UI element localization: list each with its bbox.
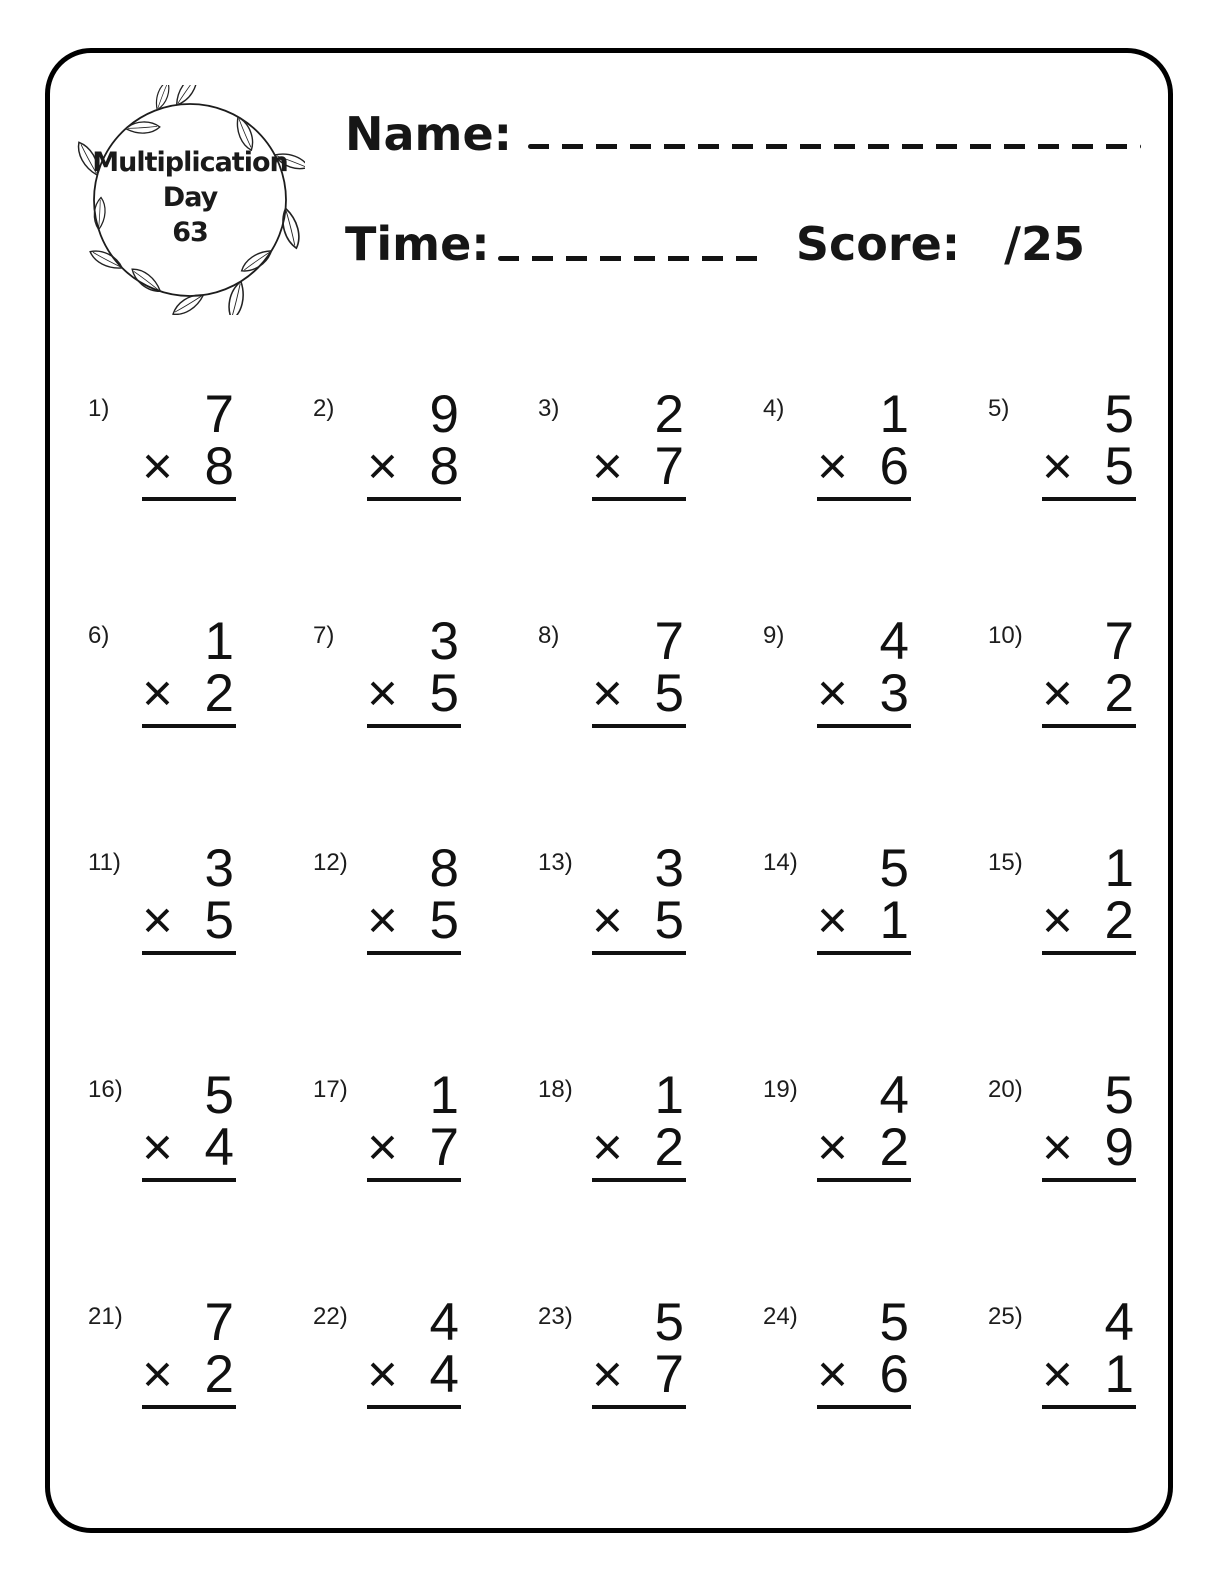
problem-number: 10) — [988, 622, 1023, 649]
problem-cell — [88, 1066, 313, 1296]
multiply-icon: × — [367, 437, 398, 496]
multiplier-row — [592, 1118, 686, 1182]
problem-cell — [313, 839, 538, 1069]
problem-cell — [88, 612, 313, 842]
problem-cell — [313, 612, 538, 842]
multiplicand: 4 — [1104, 1293, 1134, 1352]
multiplier: 7 — [654, 1345, 684, 1404]
multiplier: 2 — [654, 1118, 684, 1177]
multiplicand: 4 — [879, 1066, 909, 1125]
problem-stack — [142, 385, 236, 543]
multiply-icon: × — [367, 1345, 398, 1404]
answer-space[interactable] — [142, 728, 236, 770]
problem-cell — [763, 1066, 988, 1296]
problem-stack — [1042, 612, 1136, 770]
problem-number: 21) — [88, 1303, 123, 1330]
problem-stack — [367, 839, 461, 997]
problem-number: 9) — [763, 622, 785, 649]
multiply-icon: × — [817, 891, 848, 950]
problem-cell — [538, 612, 763, 842]
multiply-icon: × — [592, 437, 623, 496]
problem-number: 13) — [538, 849, 573, 876]
multiply-icon: × — [142, 1345, 173, 1404]
multiplier-row — [817, 437, 911, 501]
multiplier: 6 — [879, 1345, 909, 1404]
problem-stack — [1042, 839, 1136, 997]
multiplier-row — [142, 1118, 236, 1182]
problem-cell — [88, 385, 313, 615]
multiplier: 3 — [879, 664, 909, 723]
multiplicand: 5 — [1104, 385, 1134, 444]
multiply-icon: × — [592, 664, 623, 723]
answer-space[interactable] — [367, 1182, 461, 1224]
problem-number: 17) — [313, 1076, 348, 1103]
multiply-icon: × — [1042, 437, 1073, 496]
multiplier-row — [1042, 1345, 1136, 1409]
multiplier-row — [142, 437, 236, 501]
multiplicand: 7 — [654, 612, 684, 671]
problem-number: 8) — [538, 622, 560, 649]
multiplier: 5 — [654, 664, 684, 723]
multiplier-row — [1042, 664, 1136, 728]
multiplicand: 5 — [879, 839, 909, 898]
multiply-icon: × — [142, 1118, 173, 1177]
multiply-icon: × — [592, 1345, 623, 1404]
logo-day-number: 63 — [172, 217, 208, 248]
multiply-icon: × — [1042, 1345, 1073, 1404]
multiply-icon: × — [817, 1118, 848, 1177]
problem-number: 18) — [538, 1076, 573, 1103]
multiplier-row — [1042, 1118, 1136, 1182]
multiplier: 6 — [879, 437, 909, 496]
problem-cell — [988, 612, 1138, 842]
problem-number: 25) — [988, 1303, 1023, 1330]
multiplicand: 7 — [204, 385, 234, 444]
problem-cell — [538, 385, 763, 615]
problem-number: 16) — [88, 1076, 123, 1103]
multiplier: 8 — [429, 437, 459, 496]
multiplicand: 3 — [204, 839, 234, 898]
time-label: Time: — [345, 217, 490, 271]
multiply-icon: × — [367, 1118, 398, 1177]
multiplier-row — [592, 891, 686, 955]
problem-cell — [313, 1066, 538, 1296]
multiply-icon: × — [817, 664, 848, 723]
problem-stack — [142, 612, 236, 770]
multiplier: 2 — [879, 1118, 909, 1177]
multiplicand: 1 — [879, 385, 909, 444]
wreath-logo — [75, 85, 305, 315]
problem-number: 22) — [313, 1303, 348, 1330]
problem-number: 5) — [988, 395, 1010, 422]
multiplier-row — [817, 1345, 911, 1409]
problem-cell — [88, 839, 313, 1069]
multiplier-row — [817, 891, 911, 955]
multiplier: 5 — [429, 664, 459, 723]
multiplicand: 4 — [429, 1293, 459, 1352]
multiplicand: 5 — [879, 1293, 909, 1352]
multiply-icon: × — [367, 891, 398, 950]
problem-number: 12) — [313, 849, 348, 876]
problem-cell — [988, 839, 1138, 1069]
problem-stack — [1042, 385, 1136, 543]
multiplier: 2 — [1104, 664, 1134, 723]
multiplier: 5 — [429, 891, 459, 950]
problem-stack — [592, 1066, 686, 1224]
multiplicand: 3 — [429, 612, 459, 671]
problem-cell — [988, 385, 1138, 615]
problem-number: 2) — [313, 395, 335, 422]
problem-stack — [142, 1066, 236, 1224]
multiplier: 9 — [1104, 1118, 1134, 1177]
answer-space[interactable] — [1042, 955, 1136, 997]
multiplier: 8 — [204, 437, 234, 496]
multiplier-row — [817, 1118, 911, 1182]
multiplicand: 9 — [429, 385, 459, 444]
problem-cell — [763, 612, 988, 842]
problem-stack — [592, 839, 686, 997]
answer-space[interactable] — [367, 501, 461, 543]
multiply-icon: × — [1042, 664, 1073, 723]
answer-space[interactable] — [592, 501, 686, 543]
multiplicand: 1 — [429, 1066, 459, 1125]
problem-stack — [1042, 1066, 1136, 1224]
problem-cell — [538, 1066, 763, 1296]
problem-stack — [367, 1066, 461, 1224]
multiplier-row — [1042, 437, 1136, 501]
problem-number: 14) — [763, 849, 798, 876]
problem-number: 1) — [88, 395, 110, 422]
multiplier: 1 — [1104, 1345, 1134, 1404]
multiplier: 1 — [879, 891, 909, 950]
problem-stack — [142, 1293, 236, 1451]
answer-space[interactable] — [1042, 501, 1136, 543]
multiplicand: 4 — [879, 612, 909, 671]
problem-stack — [817, 1293, 911, 1451]
multiply-icon: × — [817, 1345, 848, 1404]
time-blank-line[interactable] — [498, 256, 768, 261]
multiplicand: 1 — [654, 1066, 684, 1125]
problem-cell — [763, 839, 988, 1069]
multiplier-row — [142, 1345, 236, 1409]
answer-space[interactable] — [1042, 1182, 1136, 1224]
problem-stack — [592, 612, 686, 770]
problem-number: 23) — [538, 1303, 573, 1330]
multiplier: 7 — [654, 437, 684, 496]
multiply-icon: × — [1042, 891, 1073, 950]
problem-stack — [592, 1293, 686, 1451]
problem-cell — [538, 1293, 763, 1523]
time-score-row — [345, 218, 1085, 270]
problem-stack — [817, 385, 911, 543]
problem-stack — [1042, 1293, 1136, 1451]
multiplier-row — [367, 664, 461, 728]
multiplier-row — [367, 1118, 461, 1182]
problem-stack — [592, 385, 686, 543]
multiplicand: 2 — [654, 385, 684, 444]
multiplier: 5 — [204, 891, 234, 950]
problem-stack — [817, 612, 911, 770]
problem-stack — [817, 1066, 911, 1224]
multiply-icon: × — [592, 1118, 623, 1177]
multiplicand: 5 — [1104, 1066, 1134, 1125]
multiplier-row — [367, 1345, 461, 1409]
problem-cell — [538, 839, 763, 1069]
answer-space[interactable] — [817, 1409, 911, 1451]
multiply-icon: × — [142, 437, 173, 496]
problem-stack — [367, 385, 461, 543]
multiplier: 4 — [204, 1118, 234, 1177]
problem-cell — [988, 1293, 1138, 1523]
problem-stack — [367, 1293, 461, 1451]
problem-number: 15) — [988, 849, 1023, 876]
problem-stack — [142, 839, 236, 997]
multiply-icon: × — [592, 891, 623, 950]
logo-subtitle: Day — [162, 182, 218, 213]
multiplier-row — [142, 664, 236, 728]
problem-number: 7) — [313, 622, 335, 649]
multiplicand: 3 — [654, 839, 684, 898]
multiplicand: 1 — [1104, 839, 1134, 898]
multiplier-row — [592, 1345, 686, 1409]
answer-space[interactable] — [142, 955, 236, 997]
multiply-icon: × — [142, 891, 173, 950]
answer-space[interactable] — [592, 955, 686, 997]
multiplier-row — [367, 437, 461, 501]
logo-title: Multiplication — [92, 147, 288, 178]
answer-space[interactable] — [592, 1182, 686, 1224]
multiplier: 5 — [1104, 437, 1134, 496]
problem-cell — [763, 385, 988, 615]
answer-space[interactable] — [142, 501, 236, 543]
multiplicand: 1 — [204, 612, 234, 671]
multiplier: 7 — [429, 1118, 459, 1177]
multiplier: 5 — [654, 891, 684, 950]
multiplicand: 5 — [654, 1293, 684, 1352]
multiplier-row — [592, 437, 686, 501]
score-value: /25 — [1004, 217, 1085, 271]
problem-cell — [988, 1066, 1138, 1296]
name-blank-line[interactable] — [528, 144, 1141, 149]
problem-cell — [313, 1293, 538, 1523]
multiply-icon: × — [142, 664, 173, 723]
name-row — [345, 108, 1145, 160]
multiply-icon: × — [1042, 1118, 1073, 1177]
problem-number: 19) — [763, 1076, 798, 1103]
score-label: Score: — [795, 217, 961, 271]
multiplier-row — [367, 891, 461, 955]
problem-number: 24) — [763, 1303, 798, 1330]
problem-stack — [367, 612, 461, 770]
problems-grid — [88, 385, 1138, 1523]
problem-cell — [88, 1293, 313, 1523]
multiplicand: 7 — [204, 1293, 234, 1352]
problem-number: 3) — [538, 395, 560, 422]
problem-cell — [763, 1293, 988, 1523]
multiplicand: 7 — [1104, 612, 1134, 671]
problem-number: 4) — [763, 395, 785, 422]
multiplier-row — [592, 664, 686, 728]
answer-space[interactable] — [817, 501, 911, 543]
multiplicand: 8 — [429, 839, 459, 898]
answer-space[interactable] — [817, 955, 911, 997]
multiply-icon: × — [817, 437, 848, 496]
answer-space[interactable] — [142, 1182, 236, 1224]
multiply-icon: × — [367, 664, 398, 723]
problem-number: 6) — [88, 622, 110, 649]
multiplier-row — [142, 891, 236, 955]
answer-space[interactable] — [142, 1409, 236, 1451]
multiplier: 4 — [429, 1345, 459, 1404]
answer-space[interactable] — [1042, 728, 1136, 770]
multiplier-row — [1042, 891, 1136, 955]
answer-space[interactable] — [817, 1182, 911, 1224]
answer-space[interactable] — [367, 955, 461, 997]
answer-space[interactable] — [367, 1409, 461, 1451]
problem-number: 20) — [988, 1076, 1023, 1103]
multiplicand: 5 — [204, 1066, 234, 1125]
answer-space[interactable] — [592, 1409, 686, 1451]
multiplier: 2 — [1104, 891, 1134, 950]
multiplier-row — [817, 664, 911, 728]
answer-space[interactable] — [367, 728, 461, 770]
problem-cell — [313, 385, 538, 615]
answer-space[interactable] — [592, 728, 686, 770]
problem-number: 11) — [88, 849, 121, 876]
answer-space[interactable] — [1042, 1409, 1136, 1451]
multiplier: 2 — [204, 1345, 234, 1404]
multiplier: 2 — [204, 664, 234, 723]
answer-space[interactable] — [817, 728, 911, 770]
name-label: Name: — [345, 107, 513, 161]
problem-stack — [817, 839, 911, 997]
